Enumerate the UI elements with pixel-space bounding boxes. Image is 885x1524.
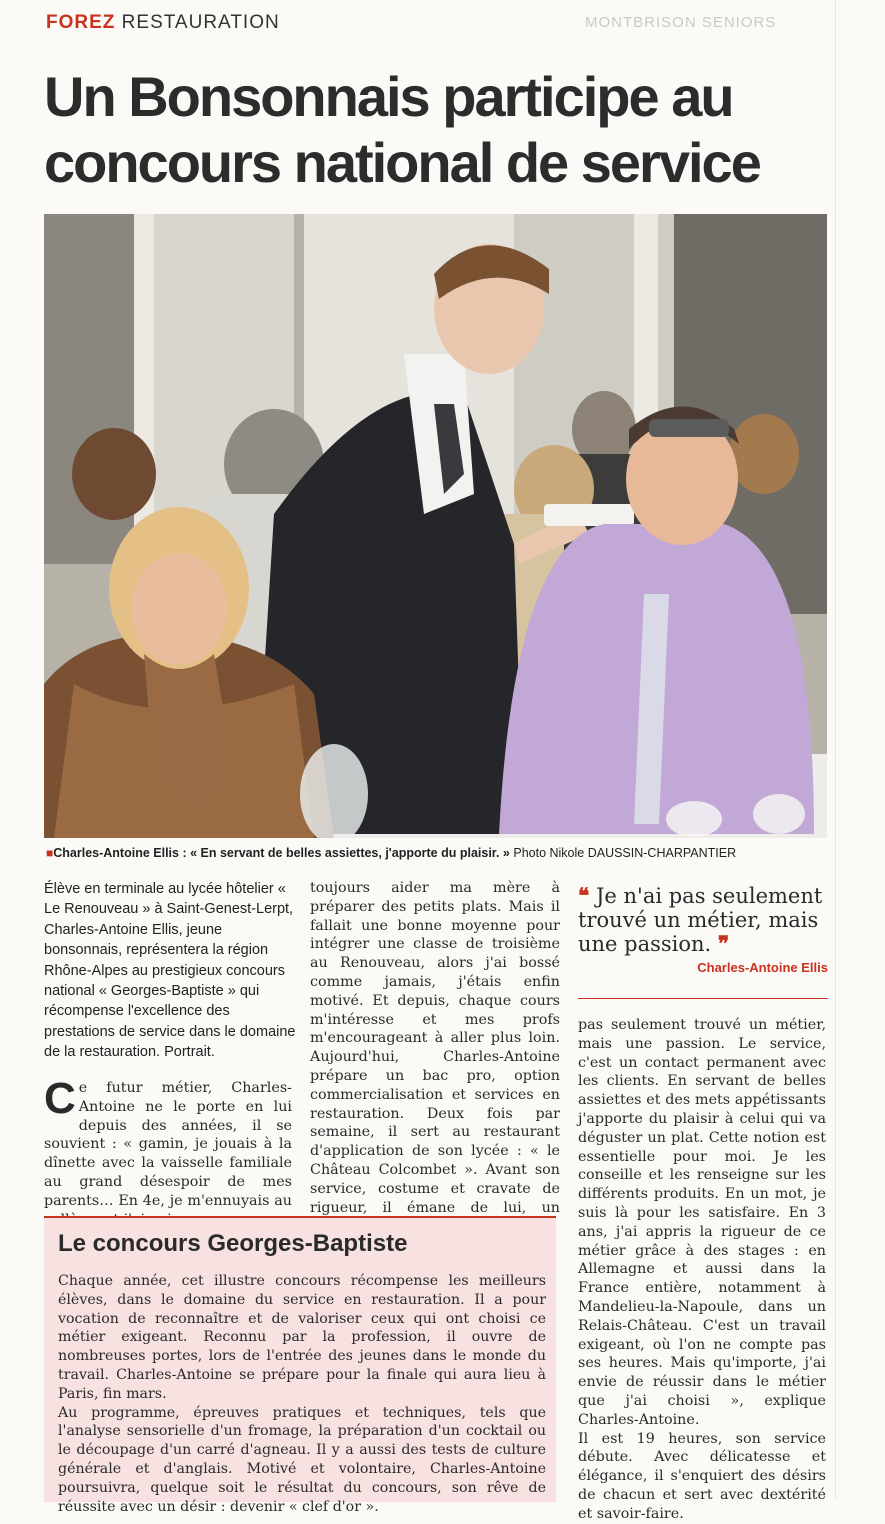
sidebar-paragraph-1: Chaque année, cet illustre concours récompense les meilleurs élèves, dans le domaine du service en restauration. Il a pour vocation de reconnaître et de valoriser ceux qui ont choisi ce métier exigeant. Reconnu par la profession, il ouvre de nombreuses portes, lors de l'entrée des jeunes dans le monde du travail. Charles-Antoine se prépare pour la finale qui aura lieu à Paris, fin mars. [58, 1273, 546, 1402]
photo-caption: ■Charles-Antoine Ellis : « En servant de belles assiettes, j'apporte du plaisir. » Photo Nikole DAUSSIN-CHARPANTIER [46, 846, 737, 860]
sidebar-title: Le concours Georges-Baptiste [58, 1230, 408, 1257]
pull-quote-body: Je n'ai pas seulement trouvé un métier, mais une passion. [578, 884, 823, 956]
article-column-3 [578, 1016, 826, 1524]
pull-quote [578, 884, 828, 975]
pull-quote-rule [578, 998, 828, 999]
section-header [46, 12, 280, 34]
pull-quote-author: Charles-Antoine Ellis [697, 960, 828, 975]
quote-open-icon: ❝ [578, 883, 590, 908]
sidebar-text [58, 1272, 546, 1516]
headline: Un Bonsonnais participe au concours national de service [44, 65, 760, 194]
column-1-text: e futur métier, Charles-Antoine ne le porte en lui depuis des années, il se souvient : « gamin, je jouais à la dînette avec la vaisselle familiale au grand désespoir de mes parents… En 4e, je m'ennuyais au [44, 1080, 292, 1209]
section-brand: FOREZ [46, 12, 116, 33]
caption-subject: Charles-Antoine Ellis : [53, 846, 187, 860]
article-column-2: toujours aider ma mère à préparer des petits plats. Mais il fallait une bonne moyenne pour intégrer une classe de troisième au Renouveau, alors j'ai bossé comme jamais, j'étais enfin motivé. Et depuis, chaque cours m'intéresse et mes profs m'encourageant à aller plus loin. Aujourd'hui, Charles-Antoine prépare un bac pro, option commercialisation et services en restauration. Deux fois par semaine, il sert au restaurant d'application de son lycée : « le Château Colcombet ». Avant son service, costume et cravate de rigueur, il émane de lui, un [310, 880, 560, 1216]
column-divider [835, 0, 836, 1500]
photo-credit: Photo Nikole DAUSSIN-CHARPANTIER [513, 846, 737, 860]
article-lead: Élève en terminale au lycée hôtelier « Le Renouveau » à Saint-Genest-Lerpt, Charles-Antoine Ellis, jeune bonsonnais, représentera la région Rhône-Alpes au prestigieux concours national « Georges-Baptiste » qui récompense l'excellence des prestations de service dans le domaine de la restauration. Portrait. [44, 881, 296, 1061]
pull-quote-text [578, 884, 828, 956]
photo-illustration [44, 214, 827, 838]
dropcap: C [44, 1074, 76, 1123]
section-name: RESTAURATION [121, 12, 280, 33]
quote-close-icon: ❞ [717, 931, 730, 956]
article-photo [44, 214, 827, 838]
caption-quote: « En servant de belles assiettes, j'apporte du plaisir. » [190, 846, 510, 860]
article-column-1 [44, 1074, 292, 1229]
sidebar-paragraph-2: Au programme, épreuves pratiques et techniques, tels que l'analyse sensorielle d'un fromage, la préparation d'un cocktail ou le découpage d'un carré d'agneau. Il y a aussi des tests de culture générale et d'anglais. Motivé et volontaire, Charles-Antoine poursuivra, quelque soit le résultat du concours, son rêve de réussite avec un désir : devenir « clef d'or ». [58, 1404, 546, 1515]
column-3-text: pas seulement trouvé un métier, mais une passion. Le service, c'est un contact permanent avec les clients. En servant de belles assiettes et des mets appétissants j'apporte du plaisir à celui qui va déguster un plat. Cette notion est essentielle pour moi. Je les conseille et les renseigne sur les différents produits. En un mot, je suis là pour les satisfaire. En 3 ans, j'ai appris la rigueur de ce métier grâce à des stages : en Allemagne et aussi dans la France entière, notamment à Mandelieu-la-Napoule, dans un Relais-Château. C'est un travail exigeant, où l'on ne compte pas ses heures. Mais qu'importe, j'ai envie de réussir dans le métier que j'ai choisi », explique Charles-Antoine. [578, 1017, 826, 1428]
adjacent-page-header: MONTBRISON SENIORS [585, 14, 777, 31]
column-3-end: Il est 19 heures, son service débute. Avec délicatesse et élégance, il s'enquiert des désirs de chacun et sert avec dextérité et savoir-faire. [578, 1430, 826, 1522]
